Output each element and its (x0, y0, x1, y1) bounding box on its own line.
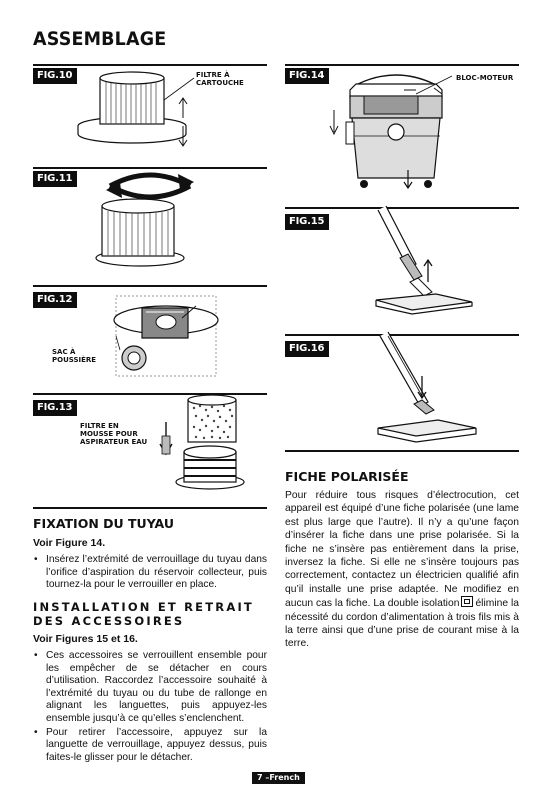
power-head-illustration (330, 66, 460, 196)
power-head-callout: BLOC-MOTEUR (456, 74, 514, 82)
hose-bullet-list (33, 554, 267, 593)
left-bottom-rule (33, 507, 267, 509)
list-item: • Ces accessoires se verrouillent ensemble pour les empêcher de se détacher en cours d’utilisation. Raccordez l’accessoire souhaité à l’extrémité du tuyau ou du tube de rallonge en alignant les languettes, puis appuyez-les ensemble jusqu’à ce qu’elles s’enclenchent. (33, 650, 267, 726)
polarized-plug-heading: FICHE POLARISÉE (285, 469, 409, 484)
fig10-badge: FIG.10 (33, 68, 77, 84)
fig13-badge: FIG.13 (33, 400, 77, 416)
dust-bag-illustration (100, 286, 240, 386)
page-number: 7 –French (252, 772, 305, 784)
double-insulation-icon (461, 596, 473, 607)
polarized-plug-paragraph (285, 489, 519, 651)
hose-heading: FIXATION DU TUYAU (33, 516, 174, 531)
page-title: ASSEMBLAGE (33, 28, 167, 50)
right-bottom-rule (285, 450, 519, 452)
dust-bag-callout: SAC À POUSSIÈRE (52, 348, 97, 364)
accessories-bullet-list (33, 650, 267, 765)
accessories-see-figure: Voir Figures 15 et 16. (33, 633, 138, 645)
filter-rotate-illustration (90, 166, 210, 276)
accessory-install-illustration (370, 210, 480, 320)
fig11-badge: FIG.11 (33, 171, 77, 187)
fig12-badge: FIG.12 (33, 292, 77, 308)
cartridge-filter-callout: FILTRE À CARTOUCHE (196, 71, 244, 87)
fig14-badge: FIG.14 (285, 68, 329, 84)
accessories-heading: INSTALLATION ET RETRAIT DES ACCESSOIRES (33, 600, 254, 628)
fig15-badge: FIG.15 (285, 214, 329, 230)
hose-see-figure: Voir Figure 14. (33, 537, 106, 549)
list-item: • Insérez l’extrémité de verrouillage du tuyau dans l’orifice d’aspiration du réservoir collecteur, puis tournez-la pour le verrouiller en place. (33, 554, 267, 592)
fig15-rule (285, 207, 519, 209)
fig16-badge: FIG.16 (285, 341, 329, 357)
polarized-text-after: élimine la nécessité du cordon d’alimentation à trois fils mis à la terre ainsi que d’une prise de courant mise à la terre. (285, 598, 519, 650)
foam-filter-illustration (150, 394, 260, 498)
list-item: • Pour retirer l’accessoire, appuyez sur la languette de verrouillage, appuyez dessus, puis faites-le glisser pour le détacher. (33, 727, 267, 765)
accessory-remove-illustration (374, 336, 484, 446)
polarized-text-before: Pour réduire tous risques d’électrocution, cet appareil est équipé d’une fiche polarisée (une lame est plus large que l’autre). Il n’y a qu’une façon d’insérer la fiche dans une prise polarisée. Si la fiche ne s’insère pas entièrement dans la prise, inversez la fiche. Si elle ne s’insère toujours pas correctement, contactez un électricien qualifié afin qu’il installe une prise adaptée. Ne modifiez en aucun cas la fiche. La double isolation (285, 490, 519, 610)
foam-filter-callout: FILTRE EN MOUSSE POUR ASPIRATEUR EAU (80, 422, 148, 446)
